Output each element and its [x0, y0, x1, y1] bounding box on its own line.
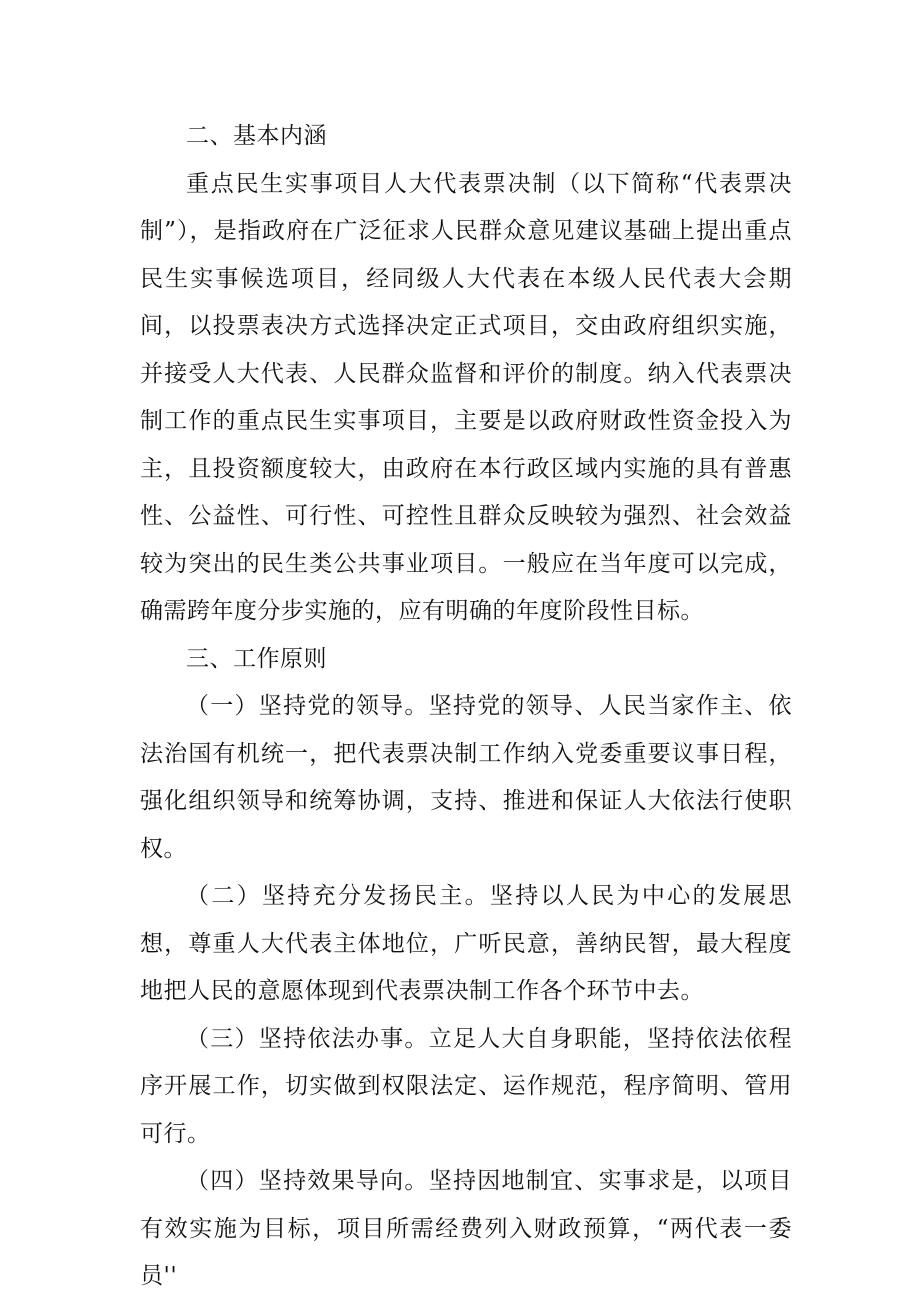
section-heading-work-principles: 三、工作原则: [186, 645, 327, 672]
paragraph-principle-4: （四）坚持效果导向。坚持因地制宜、实事求是，以项目有效实施为目标，项目所需经费列入财政预算，“两代表一委员'': [140, 1168, 792, 1289]
section-heading-basic-meaning: 二、基本内涵: [186, 123, 327, 149]
paragraph-principle-1: （一）坚持党的领导。坚持党的领导、人民当家作主、依法治国有机统一，把代表票决制工作纳入党委重要议事日程，强化组织领导和统筹协调，支持、推进和保证人大依法行使职权。: [140, 693, 792, 862]
paragraph-definition: 重点民生实事项目人大代表票决制（以下简称“代表票决制”），是指政府在广泛征求人民群众意见建议基础上提出重点民生实事候选项目，经同级人大代表在本级人民代表大会期间，以投票表决方式选择决定正式项目，交由政府组织实施，并接受人大代表、人民群众监督和评价的制度。纳入代表票决制工作的重点民生实事项目，主要是以政府财政性资金投入为主，且投资额度较大，由政府在本行政区域内实施的具有普惠性、公益性、可行性、可控性且群众反映较为强烈、社会效益较为突出的民生类公共事业项目。一般应在当年度可以完成，确需跨年度分步实施的，应有明确的年度阶段性目标。: [140, 170, 792, 624]
paragraph-principle-2: （二）坚持充分发扬民主。坚持以人民为中心的发展思想，尊重人大代表主体地位，广听民意，善纳民智，最大程度地把人民的意愿体现到代表票决制工作各个环节中去。: [140, 883, 792, 1004]
document-body: [140, 113, 792, 1301]
paragraph-principle-3: （三）坚持依法办事。立足人大自身职能，坚持依法依程序开展工作，切实做到权限法定、运作规范，程序简明、管用可行。: [140, 1025, 792, 1147]
